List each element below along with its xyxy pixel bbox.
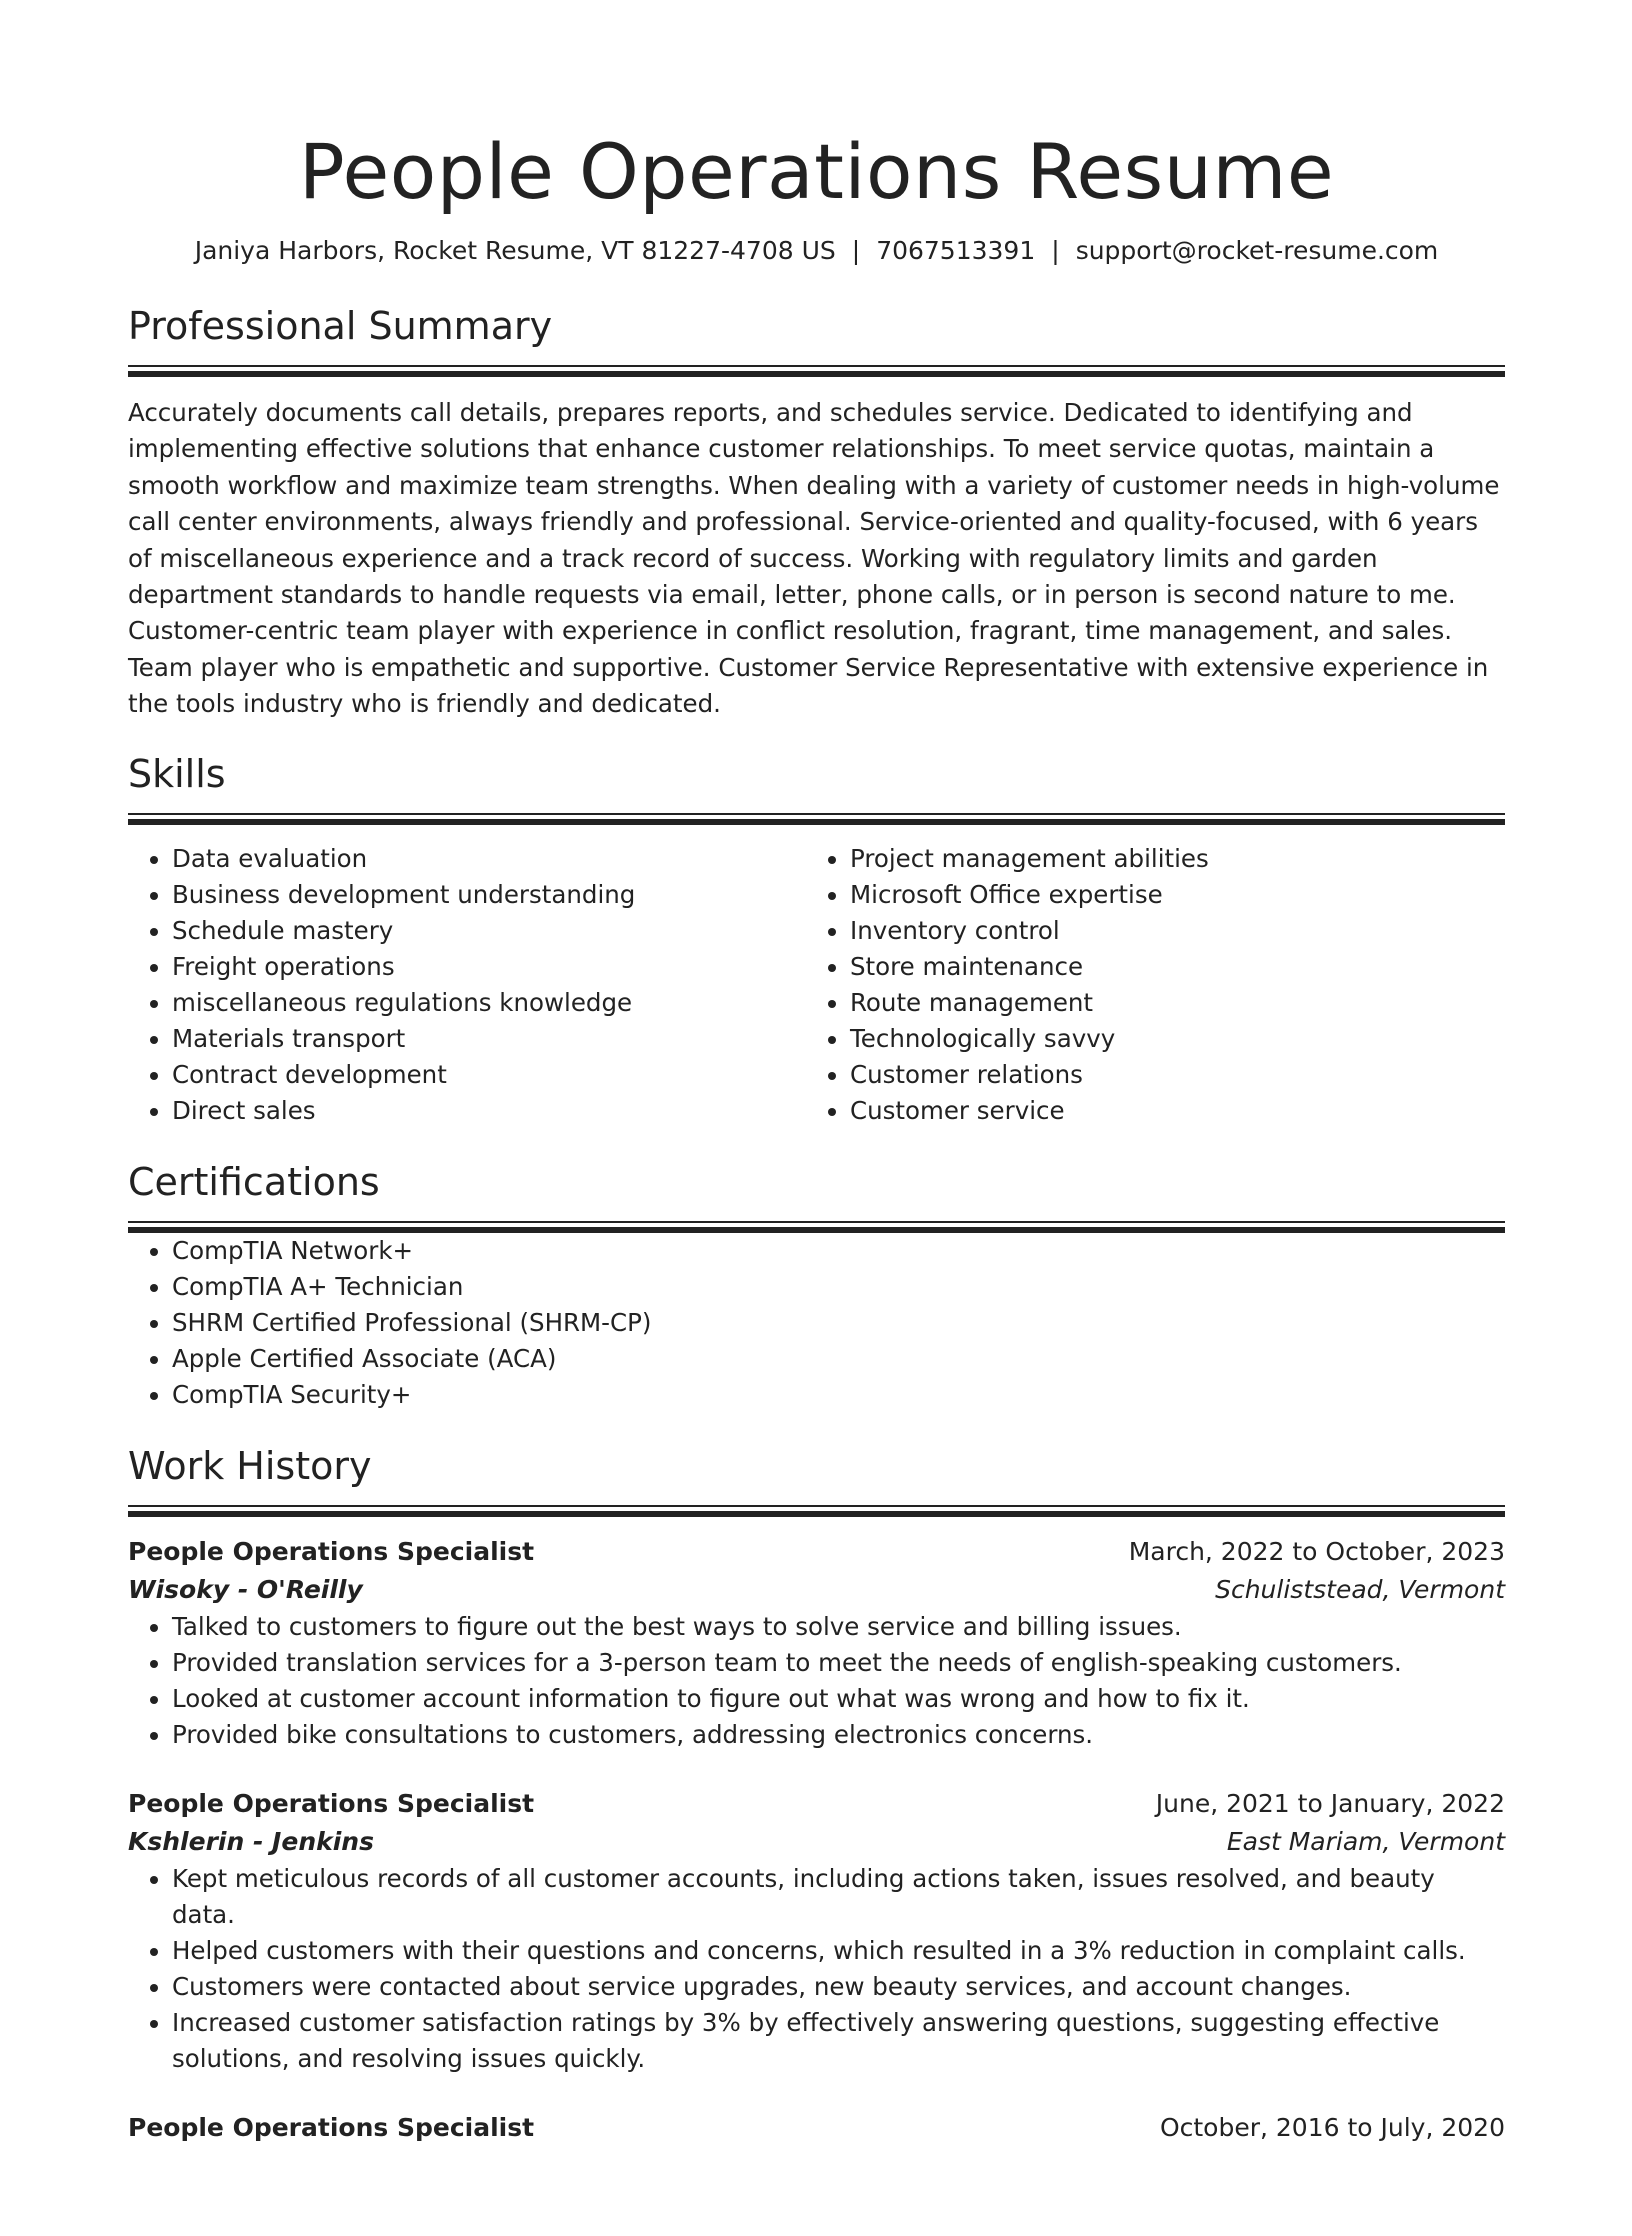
skill-item: • Freight operations <box>172 949 806 985</box>
job-duty-item: • Looked at customer account information to figure out what was wrong and how to fix it. <box>172 1681 1505 1717</box>
skills-list-right <box>806 841 1484 1129</box>
skills-section <box>128 749 1505 1129</box>
job-title: People Operations Specialist <box>128 1536 535 1566</box>
skill-item: • Technologically savvy <box>850 1021 1484 1057</box>
job-dates: June, 2021 to January, 2022 <box>1155 1788 1505 1818</box>
job-entry <box>128 1533 1505 1753</box>
skills-column-left <box>128 841 806 1129</box>
skill-item: • Inventory control <box>850 913 1484 949</box>
certification-item: • SHRM Certified Professional (SHRM-CP) <box>172 1305 1505 1341</box>
job-duty-item: • Kept meticulous records of all customer accounts, including actions taken, issues resolved, and beauty data. <box>172 1861 1505 1933</box>
job-entry <box>128 1785 1505 2077</box>
summary-text: Accurately documents call details, prepares reports, and schedules service. Dedicated to identifying and implementing effective solutions that enhance customer relationships. To meet service quotas, maintain a smooth workflow and maximize team strengths. When dealing with a variety of customer needs in high-volume call center environments, always friendly and professional. Service-oriented and quality-focused, with 6 years of miscellaneous experience and a track record of success. Working with regulatory limits and garden department standards to handle requests via email, letter, phone calls, or in person is second nature to me. Customer-centric team player with experience in conflict resolution, fragrant, time management, and sales. Team player who is empathetic and supportive. Customer Service Representative with extensive experience in the tools industry who is friendly and dedicated. <box>128 398 1500 719</box>
certification-item: • CompTIA Security+ <box>172 1377 1505 1413</box>
resume-title: People Operations Resume <box>298 127 1335 216</box>
job-location: East Mariam, Vermont <box>1226 1826 1505 1856</box>
section-divider-thick <box>128 1511 1505 1517</box>
certification-item: • Apple Certified Associate (ACA) <box>172 1341 1505 1377</box>
job-location: Schuliststead, Vermont <box>1215 1574 1505 1604</box>
job-duty-item: • Provided bike consultations to customers, addressing electronics concerns. <box>172 1717 1505 1753</box>
job-dates: October, 2016 to July, 2020 <box>1159 2112 1505 2142</box>
skill-item: • Schedule mastery <box>172 913 806 949</box>
resume-page <box>0 124 1632 2236</box>
contact-address: Janiya Harbors, Rocket Resume, VT 81227-4708 US <box>194 236 836 265</box>
section-divider-thick <box>128 371 1505 377</box>
skill-item: • miscellaneous regulations knowledge <box>172 985 806 1021</box>
skill-item: • Microsoft Office expertise <box>850 877 1484 913</box>
skill-item: • Customer relations <box>850 1057 1484 1093</box>
job-duty-item: • Increased customer satisfaction ratings by 3% by effectively answering questions, suggesting effective solutions, and resolving issues quickly. <box>172 2005 1505 2077</box>
contact-separator: | <box>1051 236 1060 265</box>
certifications-heading: Certifications <box>128 1159 380 1204</box>
skills-heading: Skills <box>128 751 226 796</box>
skill-item: • Project management abilities <box>850 841 1484 877</box>
certifications-list <box>128 1233 1505 1413</box>
section-divider <box>128 813 1505 815</box>
job-duty-item: • Provided translation services for a 3-person team to meet the needs of english-speaking customers. <box>172 1645 1505 1681</box>
contact-email: support@rocket-resume.com <box>1075 236 1439 265</box>
summary-heading: Professional Summary <box>128 304 553 348</box>
job-header <box>128 2109 1505 2147</box>
skill-item: • Direct sales <box>172 1093 806 1129</box>
summary-section <box>128 301 1505 723</box>
work-history-heading: Work History <box>128 1443 372 1488</box>
skill-item: • Contract development <box>172 1057 806 1093</box>
skill-item: • Customer service <box>850 1093 1484 1129</box>
skill-item: • Data evaluation <box>172 841 806 877</box>
skill-item: • Store maintenance <box>850 949 1484 985</box>
job-duties-list <box>128 1861 1505 2077</box>
section-divider <box>128 1505 1505 1507</box>
job-company: Wisoky - O'Reilly <box>128 1574 363 1604</box>
job-header <box>128 1785 1505 1823</box>
job-subheader <box>128 1823 1505 1861</box>
skill-item: • Materials transport <box>172 1021 806 1057</box>
job-duty-item: • Helped customers with their questions and concerns, which resulted in a 3% reduction in complaint calls. <box>172 1933 1505 1969</box>
skills-column-right <box>806 841 1484 1129</box>
job-duty-item: • Customers were contacted about service upgrades, new beauty services, and account changes. <box>172 1969 1505 2005</box>
certification-item: • CompTIA Network+ <box>172 1233 1505 1269</box>
contact-separator: | <box>851 236 861 265</box>
job-duty-item: • Talked to customers to figure out the best ways to solve service and billing issues. <box>172 1609 1505 1645</box>
certifications-section <box>128 1157 1505 1413</box>
job-duties-list <box>128 1609 1505 1753</box>
section-divider <box>128 365 1505 367</box>
section-divider <box>128 1221 1505 1223</box>
job-company: Kshlerin - Jenkins <box>128 1826 374 1856</box>
contact-line <box>128 234 1505 268</box>
skill-item: • Route management <box>850 985 1484 1021</box>
job-title: People Operations Specialist <box>128 2112 535 2142</box>
job-subheader <box>128 1571 1505 1609</box>
work-history-section <box>128 1441 1505 2147</box>
skills-grid <box>128 841 1505 1129</box>
skills-list-left <box>128 841 806 1129</box>
job-entry <box>128 2109 1505 2147</box>
section-divider-thick <box>128 819 1505 825</box>
job-header <box>128 1533 1505 1571</box>
contact-phone: 7067513391 <box>876 236 1036 265</box>
certification-item: • CompTIA A+ Technician <box>172 1269 1505 1305</box>
job-title: People Operations Specialist <box>128 1788 535 1818</box>
skill-item: • Business development understanding <box>172 877 806 913</box>
job-dates: March, 2022 to October, 2023 <box>1128 1536 1505 1566</box>
